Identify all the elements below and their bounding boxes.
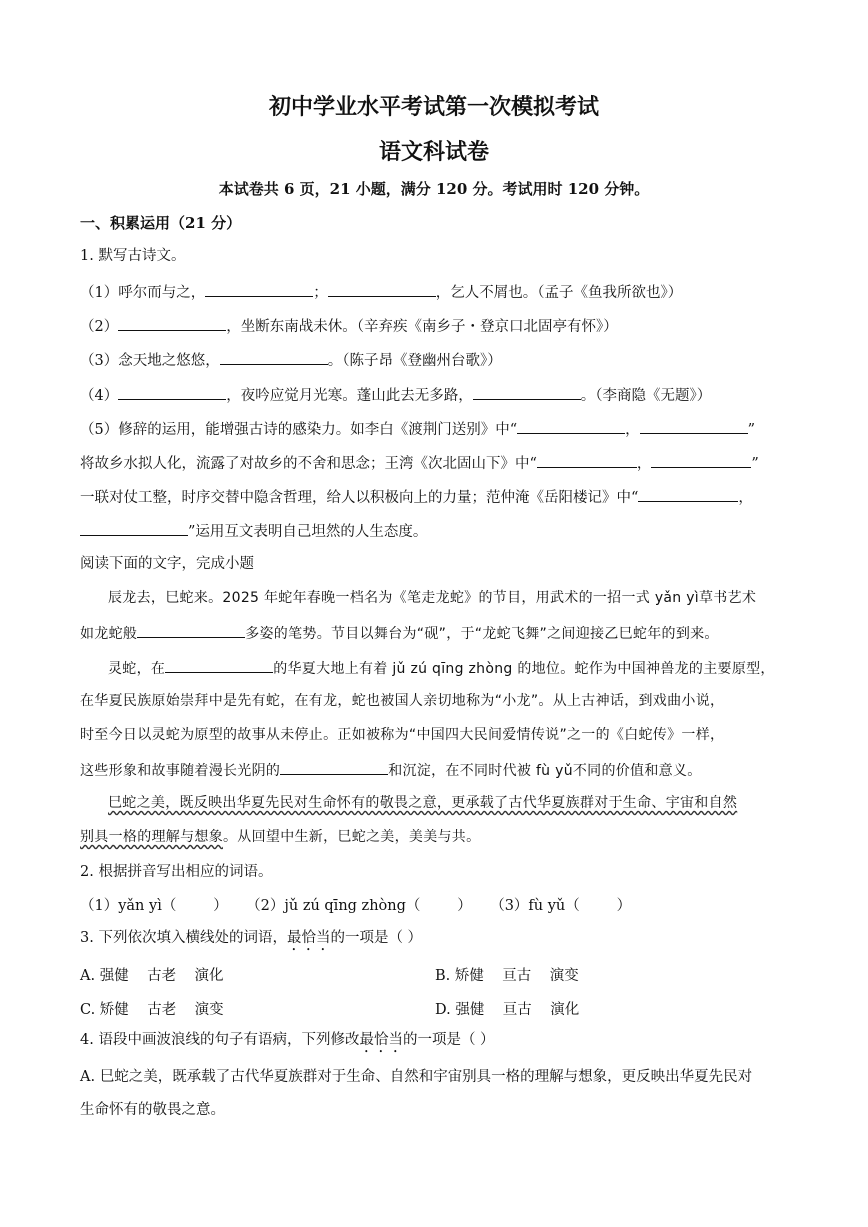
passage-p1-line2 (80, 622, 719, 644)
exam-title: 初中学业水平考试第一次模拟考试 (268, 94, 599, 120)
text: （4） (80, 388, 119, 404)
q2-items: （1）yǎn yì（ ） （2）jǔ zú qīng zhòng（ ） （3）fù yǔ（ ） (80, 898, 632, 914)
text: ， (636, 456, 652, 472)
exam-note: 本试卷共 6 页，21 小题，满分 120 分。考试用时 120 分钟。 (218, 180, 650, 198)
text: ； (313, 285, 328, 301)
q1-stem: 1. 默写古诗文。 (80, 248, 186, 264)
q1-item-5-line2 (80, 452, 759, 474)
text: 如龙蛇般 (80, 626, 138, 642)
q3-option-a[interactable]: A. 强健 古老 演化 (80, 968, 224, 984)
text: ”运用互文表明自己坦然的人生态度。 (188, 524, 428, 540)
text: （5）修辞的运用，能增强古诗的感染力。如李白《渡荆门送别》中“ (80, 422, 518, 438)
q1-item-2 (80, 315, 618, 337)
q2-stem: 2. 根据拼音写出相应的词语。 (80, 864, 273, 880)
text: 这些形象和故事随着漫长光阴的 (80, 763, 281, 779)
section-heading: 一、积累运用（21 分） (80, 214, 242, 232)
q3-option-d[interactable]: D. 强健 亘古 演化 (435, 1002, 580, 1018)
text: ，夜吟应觉月光寒。蓬山此去无多路， (226, 388, 473, 404)
q4-option-a-line1[interactable]: A. 巳蛇之美，既承载了古代华夏族群对于生命、自然和宇宙别具一格的理解与想象，更反映出华夏先民对 (80, 1069, 753, 1085)
text: 。从回望中生新，巳蛇之美，美美与共。 (223, 829, 481, 845)
text: ” (751, 456, 759, 472)
passage-p3-line1 (108, 793, 737, 813)
text: ，坐断东南战未休。（辛弃疾《南乡子・登京口北固亭有怀》） (226, 319, 618, 335)
answer-blank[interactable] (137, 622, 245, 638)
answer-blank[interactable] (640, 418, 748, 434)
wavy-underlined-sentence: 巳蛇之美，既反映出华夏先民对生命怀有的敬畏之意，更承载了古代华夏族群对于生命、宇宙和自然 (108, 795, 738, 811)
text: 。（李商隐《无题》） (580, 388, 712, 404)
q1-item-5-line4 (80, 520, 427, 542)
text: （2） (80, 319, 119, 335)
answer-blank[interactable] (205, 281, 313, 297)
q3-option-b[interactable]: B. 矫健 亘古 演变 (435, 968, 579, 984)
text: （1）呼尔而与之， (80, 285, 206, 301)
passage-p2-line2: 在华夏民族原始崇拜中是先有蛇，在有龙，蛇也被国人亲切地称为“小龙”。从上古神话，到戏曲小说， (80, 693, 725, 709)
text: 灵蛇，在 (108, 661, 166, 677)
text: 的一项是（ ） (402, 1032, 495, 1048)
wavy-underlined-sentence: 别具一格的理解与想象 (80, 829, 223, 845)
q1-item-1 (80, 281, 682, 303)
text: 的华夏大地上有着 jǔ zú qīng zhòng 的地位。蛇作为中国神兽龙的主要原型， (273, 661, 775, 677)
q1-item-3 (80, 349, 502, 371)
text: 多姿的笔势。节目以舞台为“砚”，于“龙蛇飞舞”之间迎接乙巳蛇年的到来。 (245, 626, 719, 642)
q1-item-5-line3 (80, 486, 753, 508)
q1-item-4 (80, 384, 711, 406)
passage-p2-line3: 时至今日以灵蛇为原型的故事从未停止。正如被称为“中国四大民间爱情传说”之一的《白蛇传》一样， (80, 727, 725, 743)
answer-blank[interactable] (651, 452, 751, 468)
q3-option-c[interactable]: C. 矫健 古老 演变 (80, 1002, 224, 1018)
passage-p2-line1 (108, 657, 775, 679)
reading-intro: 阅读下面的文字，完成小题 (80, 556, 254, 572)
text: ，乞人不屑也。（孟子《鱼我所欲也》） (435, 285, 683, 301)
q1-item-5-line1 (80, 418, 755, 440)
answer-blank[interactable] (473, 384, 581, 400)
q4-stem (80, 1030, 495, 1056)
passage-p3-line2 (80, 827, 480, 847)
answer-blank[interactable] (80, 520, 188, 536)
exam-subtitle: 语文科试卷 (378, 139, 489, 165)
text: （3）念天地之悠悠， (80, 353, 220, 369)
text: ， (625, 422, 640, 438)
text: ， (738, 490, 753, 506)
q4-option-a-line2: 生命怀有的敬畏之意。 (80, 1102, 225, 1118)
passage-p2-line4 (80, 759, 702, 781)
text: 3. 下列依次填入横线处的词语， (80, 930, 287, 946)
answer-blank[interactable] (328, 281, 436, 297)
answer-blank[interactable] (220, 349, 328, 365)
answer-blank[interactable] (165, 657, 273, 673)
emphasized-text: 最恰当 (359, 1032, 403, 1048)
text: 的一项是（ ） (330, 930, 423, 946)
answer-blank[interactable] (280, 759, 388, 775)
text: 和沉淀，在不同时代被 fù yǔ不同的价值和意义。 (388, 763, 702, 779)
emphasized-text: 最恰当 (286, 930, 331, 946)
text: 一联对仗工整，时序交替中隐含哲理，给人以积极向上的力量；范仲淹《岳阳楼记》中“ (80, 490, 639, 506)
text: 。（陈子昂《登幽州台歌》） (327, 353, 502, 369)
text: ” (747, 422, 756, 438)
answer-blank[interactable] (537, 452, 637, 468)
answer-blank[interactable] (517, 418, 625, 434)
text: 将故乡水拟人化，流露了对故乡的不舍和思念；王湾《次北固山下》中“ (80, 456, 537, 472)
text: 4. 语段中画波浪线的句子有语病，下列修改 (80, 1032, 360, 1048)
answer-blank[interactable] (638, 486, 738, 502)
answer-blank[interactable] (118, 384, 226, 400)
answer-blank[interactable] (118, 315, 226, 331)
q3-stem (80, 928, 422, 954)
passage-p1-line1: 辰龙去，巳蛇来。2025 年蛇年春晚一档名为《笔走龙蛇》的节目，用武术的一招一式 yǎn yì草书艺术 (108, 590, 757, 606)
